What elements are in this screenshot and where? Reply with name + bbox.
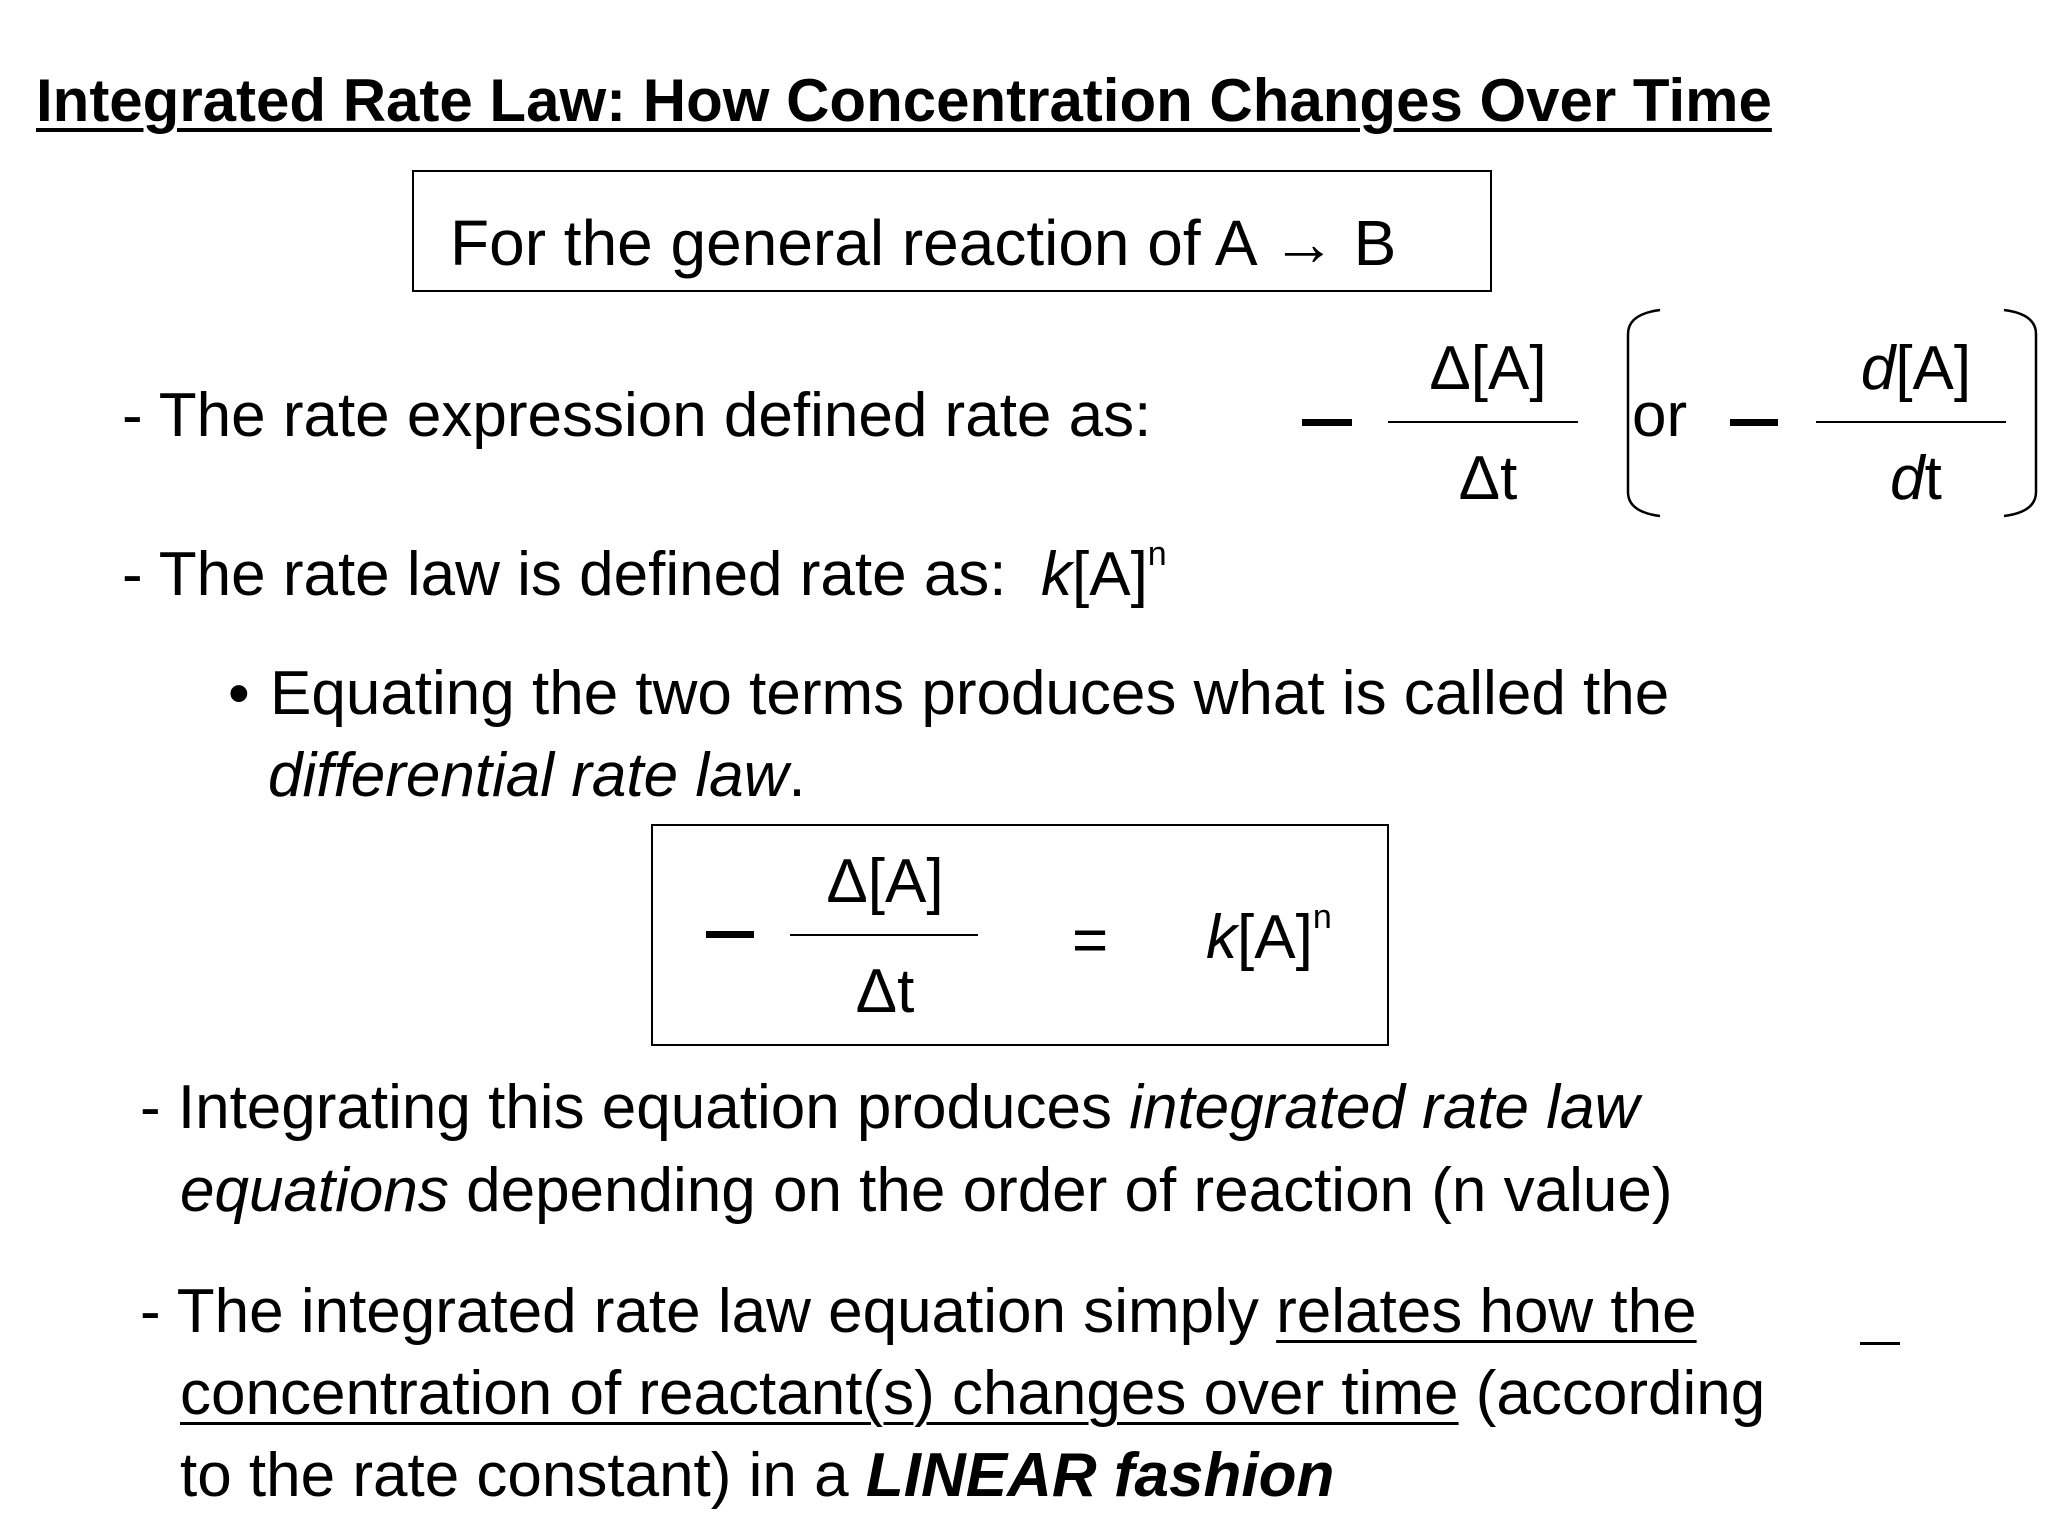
d-numerator-rest: [A] xyxy=(1895,334,1972,403)
bullet-symbol: • xyxy=(228,659,250,728)
rate-constant-k: k xyxy=(1040,540,1072,609)
order-exponent: n xyxy=(1312,898,1332,936)
underline-extension xyxy=(1860,1342,1900,1345)
equals-sign: = xyxy=(1072,906,1109,975)
integrated-law-text: to the rate constant) in a xyxy=(180,1441,866,1510)
d-numerator xyxy=(1816,333,2016,404)
integrated-law-rest: (according xyxy=(1458,1359,1766,1428)
minus-sign xyxy=(1730,419,1778,426)
d-numerator-italic: d xyxy=(1860,334,1896,403)
integrating-line-1 xyxy=(140,1072,1639,1143)
fraction-bar xyxy=(1816,421,2006,423)
bullet-line-2 xyxy=(268,740,806,811)
right-paren xyxy=(2000,306,2040,520)
delta-numerator: Δ[A] xyxy=(1429,334,1547,403)
equations-term: equations xyxy=(180,1156,449,1225)
integrating-line-2 xyxy=(180,1155,1672,1226)
bullet-line-1: Equating the two terms produces what is called the xyxy=(270,659,1670,728)
minus-sign xyxy=(1302,419,1352,426)
integrating-text: - Integrating this equation produces xyxy=(140,1073,1130,1142)
period: . xyxy=(788,741,806,810)
order-exponent: n xyxy=(1147,535,1167,573)
page-title: Integrated Rate Law: How Concentration Changes Over Time xyxy=(36,67,1772,134)
fraction-bar xyxy=(790,934,978,936)
integrated-law-line-3 xyxy=(180,1440,1334,1511)
d-denominator-rest: t xyxy=(1924,444,1942,513)
underlined-phrase: concentration of reactant(s) changes over time xyxy=(180,1359,1459,1428)
concentration-a: [A] xyxy=(1237,903,1313,972)
integrating-rest: depending on the order of reaction (n value) xyxy=(448,1156,1673,1225)
minus-sign xyxy=(706,931,754,938)
reaction-text: For the general reaction of A → B xyxy=(450,207,1397,279)
equation-rhs xyxy=(1206,898,1332,973)
rate-law-label: - The rate law is defined rate as: xyxy=(122,540,1007,609)
equation-denominator: Δt xyxy=(855,957,915,1026)
concentration-a: [A] xyxy=(1071,540,1148,609)
d-denominator-italic: d xyxy=(1890,444,1925,513)
rate-law-line xyxy=(122,535,1167,610)
fraction-bar xyxy=(1388,421,1578,423)
integrated-law-line-2 xyxy=(180,1358,1765,1429)
linear-fashion-term: LINEAR fashion xyxy=(865,1441,1335,1510)
differential-rate-law-term: differential rate law xyxy=(268,741,789,810)
or-text: or xyxy=(1632,381,1688,450)
delta-denominator: Δt xyxy=(1458,444,1518,513)
equation-numerator: Δ[A] xyxy=(826,847,944,916)
underlined-phrase: relates how the xyxy=(1276,1277,1697,1346)
rate-expression-label: - The rate expression defined rate as: xyxy=(122,381,1152,450)
d-denominator xyxy=(1816,443,2016,514)
integrated-law-line-1 xyxy=(140,1276,1697,1347)
integrated-rate-law-term: integrated rate law xyxy=(1129,1073,1640,1142)
integrated-law-text: - The integrated rate law equation simply xyxy=(140,1277,1277,1346)
rate-constant-k: k xyxy=(1206,903,1237,972)
